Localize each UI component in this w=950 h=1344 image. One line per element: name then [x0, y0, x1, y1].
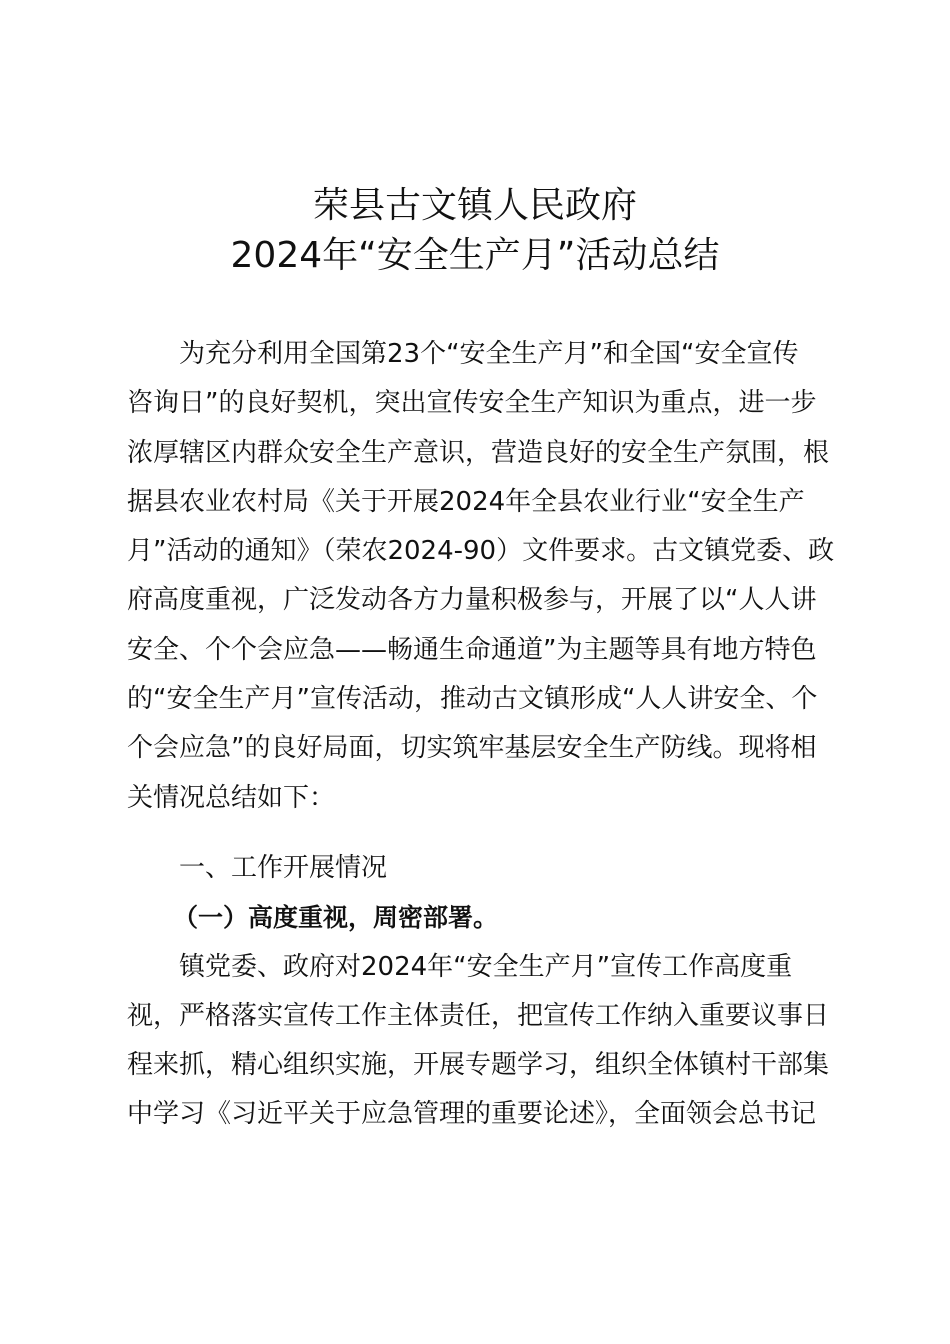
subsection-heading — [127, 893, 833, 942]
paragraph-line: 程来抓，精心组织实施，开展专题学习，组织全体镇村干部集 — [127, 1050, 830, 1081]
paragraph-line: 个会应急”的良好局面，切实筑牢基层安全生产防线。现将相 — [127, 733, 817, 764]
paragraph-line: 府高度重视，广泛发动各方力量积极参与，开展了以“人人讲 — [127, 585, 817, 616]
paragraph-line: 中学习《习近平关于应急管理的重要论述》，全面领会总书记 — [127, 1099, 817, 1130]
paragraph-line: 的“安全生产月”宣传活动，推动古文镇形成“人人讲安全、个 — [127, 684, 818, 715]
paragraph-line: 咨询日”的良好契机，突出宣传安全生产知识为重点，进一步 — [127, 388, 817, 419]
paragraph-line: 据县农业农村局《关于开展2024年全县农业行业“安全生产 — [127, 486, 805, 517]
document-title-line-1: 荣县古文镇人民政府 — [312, 185, 637, 226]
paragraph-line: 安全、个个会应急——畅通生命通道”为主题等具有地方特色 — [127, 634, 817, 665]
subsection-heading-text: （一）高度重视，周密部署。 — [173, 903, 499, 933]
paragraph-line: 浓厚辖区内群众安全生产意识，营造良好的安全生产氛围，根 — [127, 437, 830, 468]
section-heading: 一、工作开展情况 — [179, 852, 388, 883]
paragraph-line: 镇党委、政府对2024年“安全生产月”宣传工作高度重 — [179, 951, 793, 982]
paragraph-line: 为充分利用全国第23个“安全生产月”和全国“安全宣传 — [179, 339, 799, 369]
paragraph-line: 月”活动的通知》（荣农2024-90）文件要求。古文镇党委、政 — [127, 536, 835, 567]
paragraph-line: 关情况总结如下： — [127, 782, 336, 813]
body-paragraph — [127, 943, 833, 1140]
intro-paragraph — [127, 330, 833, 823]
document-title-line-2: 2024年“安全生产月”活动总结 — [230, 235, 720, 276]
paragraph-line: 视，严格落实宣传工作主体责任，把宣传工作纳入重要议事日 — [127, 1000, 830, 1031]
document-body — [127, 330, 833, 1140]
